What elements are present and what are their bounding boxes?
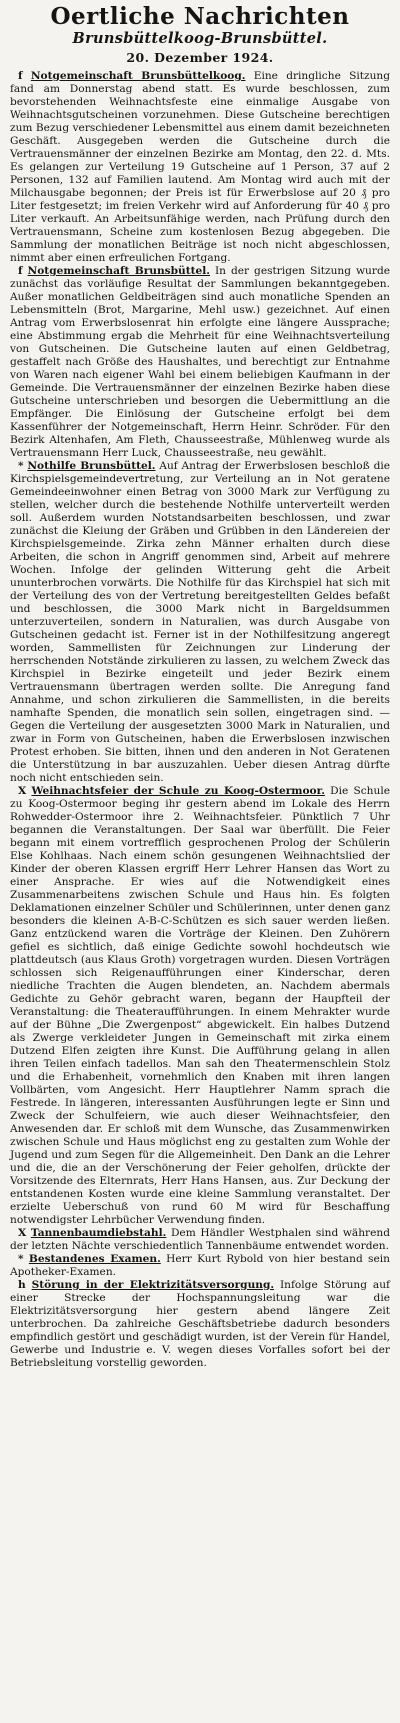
news-item-body: Herr Kurt Rybold von hier bestand sein Apotheker-Examen. [10,1253,390,1278]
section-subtitle: Brunsbüttelkoog-Brunsbüttel. [72,30,328,47]
news-item-notgemeinschaft-koog [10,70,390,265]
news-item-body: Dem Händler Westphalen sind während der letzten Nächte verschiedentlich Tannenbäume entwendet worden. [10,1227,390,1252]
item-marker: * [18,460,24,472]
articles-column [10,70,390,1370]
item-marker: X [18,785,27,797]
news-item-headline: Notgemeinschaft Brunsbüttelkoog. [30,70,246,82]
news-item-stoerung [10,1279,390,1370]
dateline: 20. Dezember 1924. [126,50,274,65]
news-item-headline: Bestandenes Examen. [28,1253,161,1265]
news-item-nothilfe [10,460,390,785]
news-item-headline: Tannenbaumdiebstahl. [30,1227,167,1239]
news-item-headline: Notgemeinschaft Brunsbüttel. [27,265,210,277]
news-item-headline: Nothilfe Brunsbüttel. [27,460,156,472]
news-item-headline: Störung in der Elektrizitätsversorgung. [31,1279,275,1291]
news-item-notgemeinschaft-brunsbuettel [10,265,390,460]
item-marker: f [18,265,23,277]
news-item-headline: Weihnachtsfeier der Schule zu Koog-Ostermoor. [31,785,325,797]
news-item-body: Die Schule zu Koog-Ostermoor beging ihr gestern abend im Lokale des Herrn Rohwedder-Ostermoor ihre 2. Weihnachtsfeier. Pünktlich 7 Uhr begannen die Veranstaltungen. Der Saal war überfüllt. Die Feier begann mit einem vortrefflich gesprochenen Prolog der Schülerin Else Kohlhaas. Nach einem schön gesungenen Weihnachtslied der Kinder der oberen Klassen ergriff Herr Lehrer Hansen das Wort zu einer Ansprache. Er wies auf die Notwendigkeit eines Zusammenarbeitens zwischen Schule und Haus hin. Es folgten Deklamationen einzelner Schüler und Schülerinnen, unter denen ganz besonders die kleinen A-B-C-Schützen es sich sauer werden ließen. Ganz entzückend waren die Vorträge der Kleinen. Den Zuhörern gefiel es sichtlich, daß einige Gedichte sowohl hochdeutsch wie plattdeutsch (aus Klaus Groth) vorgetragen wurden. Diesen Vorträgen schlossen sich Reigenaufführungen einer Kinderschar, deren niedliche Trachten die Augen blendeten, an. Nachdem abermals Gedichte zu Gehör gebracht waren, begann der Haupfteil der Veranstaltung: die Theateraufführungen. In einem Mehrakter wurde auf der Bühne „Die Zwergenpost“ abgewickelt. Ein halbes Dutzend als Zwerge verkleideter Jungen in Gemeinschaft mit zirka einem Dutzend Elfen zeigten ihre Kunst. Die Aufführung gelang in allen ihren Teilen einfach tadellos. Man sah den Theatermenschlein Stolz und die Erhabenheit, vornehmlich den Knaben mit ihren langen Vollbärten, vom Angesicht. Herr Hauptlehrer Namm sprach die Festrede. In längeren, interessanten Ausführungen legte er Sinn und Zweck der Schulfeiern, wie auch dieser Weihnachtsfeier, den Anwesenden dar. Er schloß mit dem Wunsche, das Zusammenwirken zwischen Schule und Haus möglichst eng zu gestalten zum Wohle der Jugend und zum Segen für die Allgemeinheit. Den Dank an die Lehrer und die, die an der Verschönerung der Feier geholfen, drückte der Vorsitzende des Elternrats, Herr Hans Hansen, aus. Zur Deckung der entstandenen Kosten wurde eine kleine Sammlung veranstaltet. Der erzielte Ueberschuß von rund 60 M wird für Beschaffung notwendigster Lehrbücher Verwendung finden. [10,785,390,1226]
news-item-weihnachtsfeier [10,785,390,1227]
item-marker: f [18,70,23,82]
news-item-tannenbaumdiebstahl [10,1227,390,1253]
news-item-body: In der gestrigen Sitzung wurde zunächst das vorläufige Resultat der Sammlungen bekanntgegeben. Außer monatlichen Geldbeiträgen sind auch monatliche Spenden an Lebensmitteln (Brot, Margarine, Mehl usw.) gezeichnet. Auf einen Antrag vom Erwerbslosenrat hin erfolgte eine längere Aussprache; eine Abstimmung ergab die Mehrheit für eine Weihnachtsverteilung von Gutscheinen. Die Gutscheine lauten auf einen Geldbetrag, gestaffelt nach Größe des Haushaltes, und berechtigt zur Entnahme von Waren nach eigener Wahl bei einem beliebigen Kaufmann in der Gemeinde. Die Vertrauensmänner der einzelnen Bezirke haben diese Gutscheine unterschrieben und besorgen die Uebermittlung an die Empfänger. Die Einlösung der Gutscheine erfolgt bei dem Kassenführer der Notgemeinschaft, Herrn Heinr. Schröder. Für den Bezirk Altenhafen, Am Fleth, Chausseestraße, Mühlenweg wurde als Vertrauensmann Herr Luck, Chausseestraße, neu gewählt. [10,265,390,459]
news-item-examen [10,1253,390,1279]
item-marker: X [18,1227,27,1239]
news-item-body: Eine dringliche Sitzung fand am Donnerstag abend statt. Es wurde beschlossen, zum bevorstehenden Weihnachtsfeste eine einmalige Ausgabe von Weihnachtsgutscheinen vorzunehmen. Diese Gutscheine berechtigen zum Bezug verschiedener Lebensmittel aus einem damit bezeichneten Geschäft. Ausgegeben werden die Gutscheine durch die Vertrauensmänner der einzelnen Bezirke am Montag, den 22. d. Mts. Es gelangen zur Verteilung 19 Gutscheine auf 1 Person, 37 auf 2 Personen, 132 auf Familien lautend. Am Montag wird auch mit der Milchausgabe begonnen; der Preis ist für Erwerbslose auf 20 ₰ pro Liter festgesetzt; im freien Verkehr wird auf Anforderung für 40 ₰ pro Liter verkauft. An Arbeitsunfähige werden, nach Prüfung durch den Vertrauensmann, Scheine zum kostenlosen Bezug abgegeben. Die Sammlung der monatlichen Beiträge ist noch nicht abgeschlossen, nimmt aber einen erfreulichen Fortgang. [10,70,391,264]
section-header [10,4,390,68]
section-title: Oertliche Nachrichten [50,3,350,30]
news-item-body: Infolge Störung auf einer Strecke der Hochspannungsleitung war die Elektrizitätsversorgung hier gestern abend längere Zeit unterbrochen. Da zahlreiche Geschäftsbetriebe dadurch besonders empfindlich gestört und geschädigt wurden, ist der Verein für Handel, Gewerbe und Industrie e. V. wegen dieses Vorfalles sofort bei der Betriebsleitung vorstellig geworden. [10,1279,390,1369]
news-item-body: Auf Antrag der Erwerbslosen beschloß die Kirchspielsgemeindevertretung, zur Verteilung an in Not geratene Gemeindeeinwohner einen Betrag von 3000 Mark zur Verfügung zu stellen, welcher durch die bestehende Nothilfe unterverteilt werden soll. Außerdem wurden Notstandsarbeiten beschlossen, und zwar zunächst die Kleiung der Gräben und Grübben in den Ländereien der Kirchspielsgemeinde. Zirka zehn Männer erhalten durch diese Arbeiten, die schon in Angriff genommen sind, Arbeit auf mehrere Wochen. Infolge der gelinden Witterung geht die Arbeit ununterbrochen vorwärts. Die Nothilfe für das Kirchspiel hat sich mit der Verteilung des von der Vertretung bereitgestellten Geldes befaßt und beschlossen, die 3000 Mark nicht in Bargeldsummen unterzuverteilen, sondern in Naturalien, was durch Ausgabe von Gutscheinen gedacht ist. Ferner ist in der Nothilfesitzung angeregt worden, Sammellisten für Zeichnungen zur Linderung der herrschenden Notstände zirkulieren zu lassen, zu welchem Zweck das Kirchspiel in Bezirke eingeteilt und jeder Bezirk einem Vertrauensmann übertragen werden sollte. Die Anregung fand Annahme, und schon zirkulieren die Sammellisten, in die bereits namhafte Spenden, die monatlich sein sollen, eingetragen sind. — Gegen die Verteilung der ausgesetzten 3000 Mark in Naturalien, und zwar in Form von Gutscheinen, haben die Erwerbslosen inzwischen Protest erhoben. Sie bitten, ihnen und den anderen in Not Geratenen die Unterstützung in bar auszuzahlen. Ueber diesen Antrag dürfte noch nicht entschieden sein. [10,460,391,784]
item-marker: * [18,1253,24,1265]
item-marker: h [18,1279,26,1291]
